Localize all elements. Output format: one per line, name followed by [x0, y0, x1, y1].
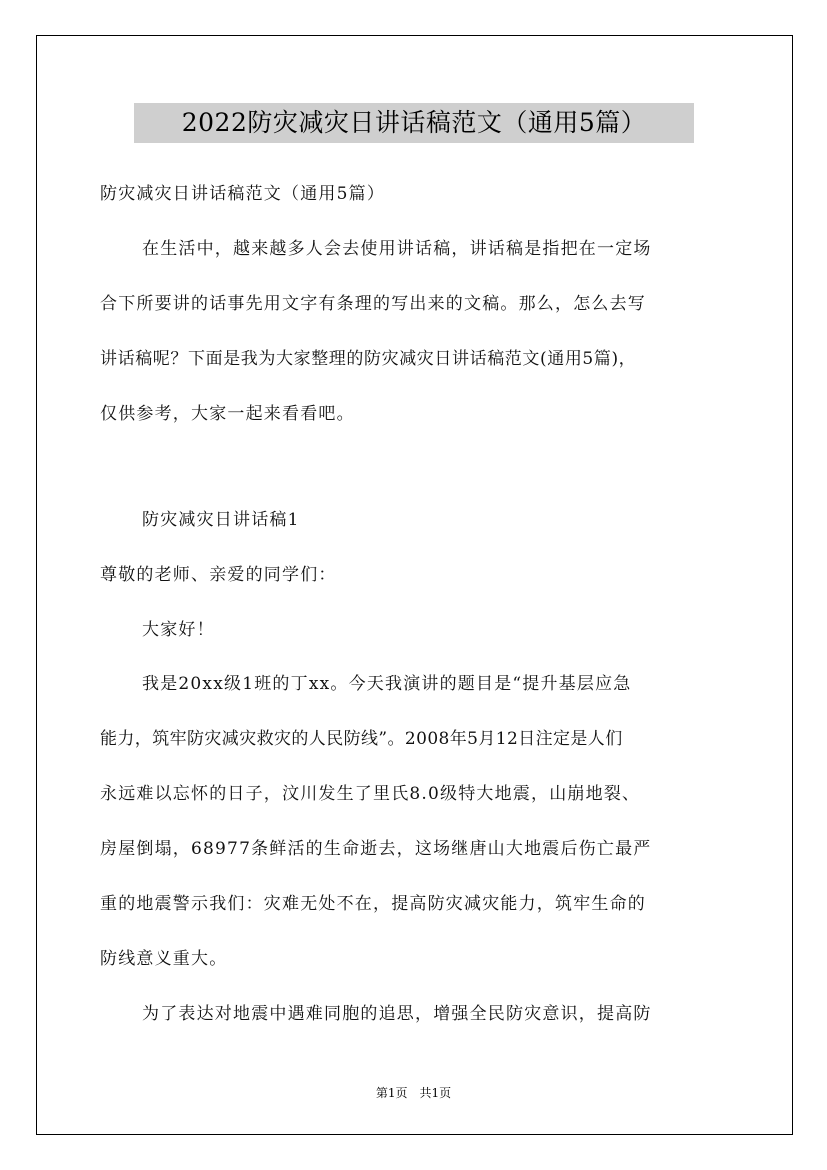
- paragraph-line: 我是20xx级1班的丁xx。今天我演讲的题目是“提升基层应急: [142, 674, 632, 694]
- paragraph-line: 重的地震警示我们：灾难无处不在，提高防灾减灾能力，筑牢生命的: [100, 894, 646, 914]
- subtitle-line: 防灾减灾日讲话稿范文（通用5篇）: [100, 184, 386, 204]
- paragraph-line: 讲话稿呢？下面是我为大家整理的防灾减灾日讲话稿范文(通用5篇)，: [100, 349, 637, 369]
- paragraph-line: 仅供参考，大家一起来看看吧。: [100, 404, 355, 424]
- paragraph-line: 防线意义重大。: [100, 949, 228, 969]
- paragraph-line: 房屋倒塌，68977条鲜活的生命逝去，这场继唐山大地震后伤亡最严: [100, 839, 652, 859]
- section-heading: 防灾减灾日讲话稿1: [142, 510, 300, 530]
- salutation-line: 尊敬的老师、亲爱的同学们：: [100, 565, 337, 585]
- paragraph-line: 合下所要讲的话事先用文字有条理的写出来的文稿。那么，怎么去写: [100, 294, 646, 314]
- document-title: 2022防灾减灾日讲话稿范文（通用5篇）: [134, 103, 694, 143]
- paragraph-line: 为了表达对地震中遇难同胞的追思，增强全民防灾意识，提高防: [142, 1004, 652, 1024]
- paragraph-line: 能力，筑牢防灾减灾救灾的人民防线”。2008年5月12日注定是人们: [100, 729, 623, 749]
- greeting-line: 大家好！: [142, 620, 215, 640]
- page-number-footer: 第1页 共1页: [375, 1086, 452, 1100]
- paragraph-line: 在生活中，越来越多人会去使用讲话稿，讲话稿是指把在一定场: [142, 239, 652, 259]
- paragraph-line: 永远难以忘怀的日子，汶川发生了里氏8.0级特大地震，山崩地裂、: [100, 784, 641, 804]
